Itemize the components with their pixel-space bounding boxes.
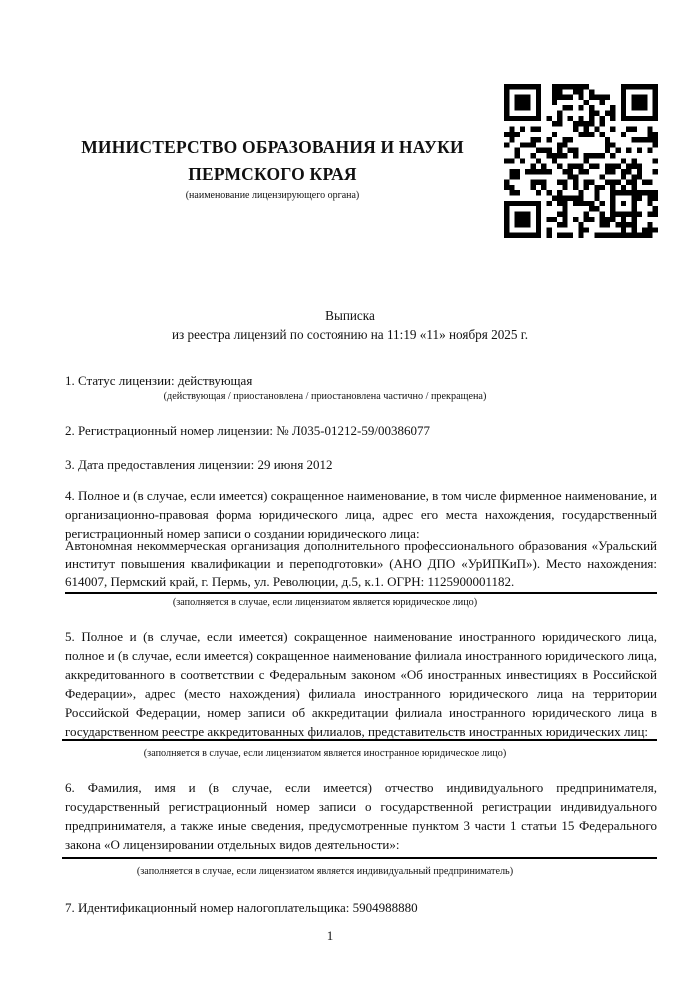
legal-entity-note: (заполняется в случае, если лицензиатом является юридическое лицо): [172, 597, 478, 608]
licensing-authority-header: [25, 134, 520, 201]
entrepreneur-field-line: [62, 857, 657, 859]
registration-number: 2. Регистрационный номер лицензии: № Л035-01212-59/00386077: [65, 423, 431, 438]
qr-code-icon: [504, 84, 658, 238]
license-grant-date: 3. Дата предоставления лицензии: 29 июня 2012: [65, 457, 333, 472]
foreign-entity-note: (заполняется в случае, если лицензиатом является иностранное юридическое лицо): [143, 748, 507, 759]
document-title-line1: Выписка: [325, 308, 375, 323]
legal-entity-value: Автономная некоммерческая организация дополнительного профессионального образования «Уральский институт повышения квалификации и переподготовки» (АНО ДПО «УрИПКиП»). Место нахождения: 614007, Пермский край, г. Пермь, ул. Революции, д.5, к.1. ОГРН: 1125900001182.: [65, 537, 657, 594]
entrepreneur-label: 6. Фамилия, имя и (в случае, если имеется) отчество индивидуального предпринимателя, государственный регистрационный номер записи о государственной регистрации индивидуального предпринимателя, а также иные сведения, предусмотренные пунктом 3 части 1 статьи 15 Федерального закона «О лицензировании отдельных видов деятельности»:: [65, 780, 657, 852]
page-number: 1: [326, 928, 334, 943]
entrepreneur-note: (заполняется в случае, если лицензиатом является индивидуальный предприниматель): [136, 866, 514, 877]
legal-entity-label: 4. Полное и (в случае, если имеется) сокращенное наименование, в том числе фирменное наименование, и организационно-правовая форма юридического лица, адрес его места нахождения, государственный регистрационный номер записи о создании юридического лица:: [65, 488, 657, 541]
ministry-name-line2: ПЕРМСКОГО КРАЯ: [188, 164, 357, 184]
document-title: [0, 306, 700, 344]
foreign-entity-label: 5. Полное и (в случае, если имеется) сокращенное наименование иностранного юридического лица, полное и (в случае, если имеется) сокращенное наименование филиала иностранного юридического лица, аккредитованного в соответствии с Федеральным законом «Об иностранных инвестициях в Российской Федерации», адрес (место нахождения) филиала иностранного юридического лица на территории Российской Федерации, номер записи об аккредитации филиала иностранного юридического лица в государственном реестре аккредитованных филиалов, представительств иностранных юридических лиц:: [65, 629, 657, 739]
ministry-caption: (наименование лицензирующего органа): [185, 190, 360, 201]
license-status-note: (действующая / приостановлена / приостановлена частично / прекращена): [163, 391, 487, 402]
foreign-entity-field-line: [62, 739, 657, 741]
taxpayer-id: 7. Идентификационный номер налогоплательщика: 5904988880: [65, 900, 418, 915]
ministry-name-line1: МИНИСТЕРСТВО ОБРАЗОВАНИЯ И НАУКИ: [81, 137, 464, 157]
license-status: 1. Статус лицензии: действующая: [65, 373, 253, 388]
document-title-line2: из реестра лицензий по состоянию на 11:19 «11» ноября 2025 г.: [171, 327, 529, 342]
